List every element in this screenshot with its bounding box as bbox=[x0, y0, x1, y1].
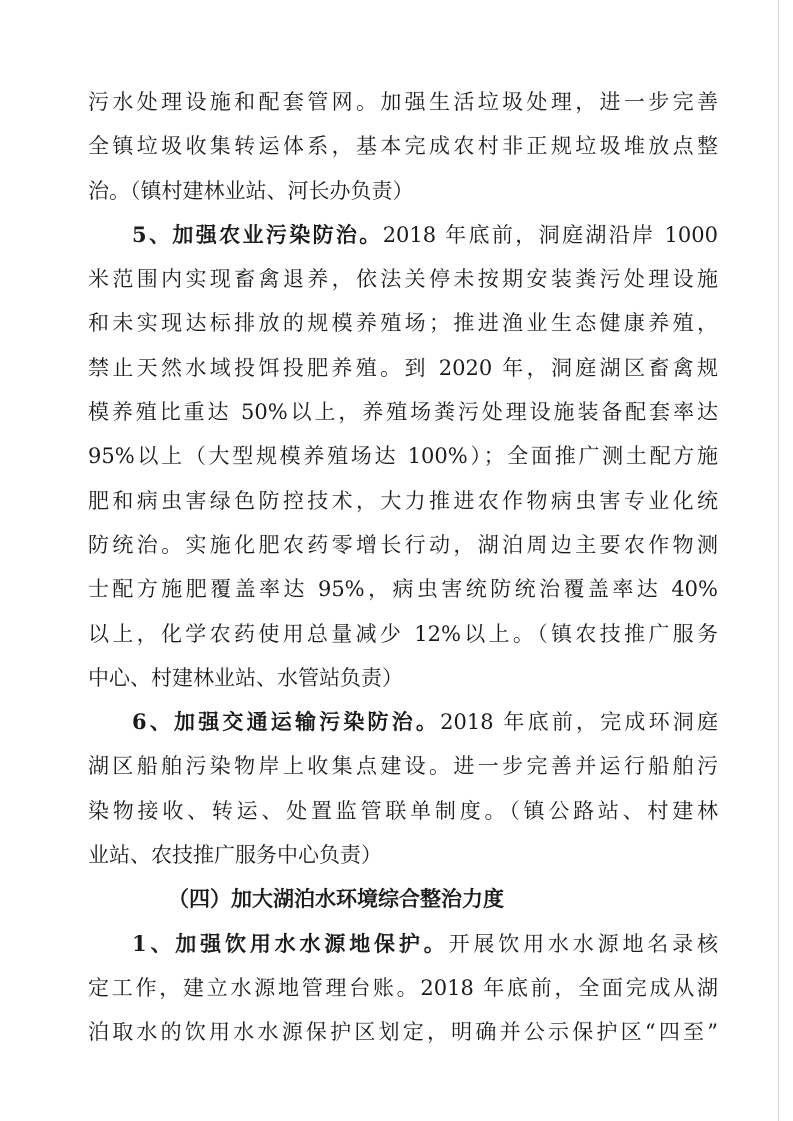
document-body bbox=[88, 80, 718, 1055]
body-line: 禁止天然水域投饵投肥养殖。到 2020 年，洞庭湖区畜禽规 bbox=[88, 355, 718, 380]
body-line: 染物接收、转运、处置监管联单制度。（镇公路站、村建林 bbox=[88, 798, 718, 823]
body-line: 中心、村建林业站、水管站负责） bbox=[88, 665, 403, 690]
body-line: 全镇垃圾收集转运体系，基本完成农村非正规垃圾堆放点整 bbox=[88, 134, 718, 159]
paragraph-start-item-1: 1、加强饮用水水源地保护。开展饮用水水源地名录核 bbox=[132, 930, 718, 956]
item-1-heading: 1、加强饮用水水源地保护。 bbox=[132, 930, 449, 956]
item-6-heading: 6、加强交通运输污染防治。 bbox=[132, 709, 441, 735]
body-line: 以上，化学农药使用总量减少 12%以上。（镇农技推广服务 bbox=[88, 621, 718, 646]
body-line: 治。（镇村建林业站、河长办负责） bbox=[88, 178, 414, 203]
body-line: 定工作，建立水源地管理台账。2018 年底前，全面完成从湖 bbox=[88, 975, 718, 1000]
paragraph-start-item-5: 5、加强农业污染防治。2018 年底前，洞庭湖沿岸 1000 bbox=[132, 221, 718, 247]
body-line: 士配方施肥覆盖率达 95%，病虫害统防统治覆盖率达 40% bbox=[88, 577, 718, 602]
item-5-heading: 5、加强农业污染防治。 bbox=[132, 221, 383, 247]
body-line: 业站、农技推广服务中心负责） bbox=[88, 843, 382, 868]
body-line: 肥和病虫害绿色防控技术，大力推进农作物病虫害专业化统 bbox=[88, 488, 718, 513]
body-line: 防统治。实施化肥农药零增长行动，湖泊周边主要农作物测 bbox=[88, 532, 718, 557]
paragraph-start-item-6: 6、加强交通运输污染防治。2018 年底前，完成环洞庭 bbox=[132, 709, 718, 735]
body-line: 和未实现达标排放的规模养殖场；推进渔业生态健康养殖， bbox=[88, 311, 718, 336]
body-line: 湖区船舶污染物岸上收集点建设。进一步完善并运行船舶污 bbox=[88, 754, 718, 779]
body-line: 95%以上（大型规模养殖场达 100%）；全面推广测土配方施 bbox=[88, 444, 718, 469]
section-heading: （四）加大湖泊水环境综合整治力度 bbox=[168, 886, 504, 912]
body-line: 模养殖比重达 50%以上，养殖场粪污处理设施装备配套率达 bbox=[88, 400, 718, 425]
body-line: 泊取水的饮用水水源保护区划定，明确并公示保护区“四至” bbox=[88, 1020, 718, 1045]
body-line: 污水处理设施和配套管网。加强生活垃圾处理，进一步完善 bbox=[88, 90, 718, 114]
body-line: 米范围内实现畜禽退养，依法关停未按期安装粪污处理设施 bbox=[88, 267, 718, 292]
page-edge-divider bbox=[778, 0, 779, 1121]
